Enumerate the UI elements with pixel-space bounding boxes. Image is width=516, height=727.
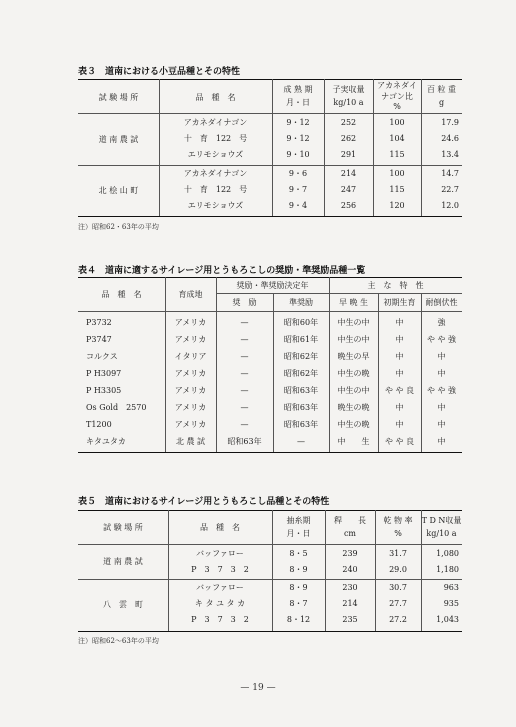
table4-bottom-rule	[78, 452, 462, 453]
table3-group-rule	[78, 165, 462, 166]
table3-ratio: 115	[389, 150, 405, 159]
table3-weight: 14.7	[441, 169, 459, 178]
table4-lodging: 強	[437, 318, 446, 327]
table4-recommended: 昭和63年	[227, 437, 262, 446]
table5-height: 214	[342, 599, 358, 608]
table3-variety: 十 育 122 号	[183, 185, 248, 194]
table4-variety: キタユタカ	[86, 437, 126, 446]
table4-early-growth: 中	[395, 318, 404, 327]
table3-header-yield-unit: kg/10 a	[333, 98, 364, 107]
table3-header-site: 試 験 場 所	[98, 93, 139, 102]
table3-site: 道 南 農 試	[98, 135, 139, 144]
table4-header-semi: 準奨励	[289, 298, 313, 307]
table5-tdn: 1,043	[436, 615, 459, 624]
table4-maturity: 中生の中	[337, 318, 370, 327]
table3-header-ratio-unit: %	[393, 102, 401, 111]
table3-ratio: 104	[389, 134, 405, 143]
page-number: — 19 —	[240, 683, 276, 693]
table5-header-variety: 品 種 名	[200, 523, 240, 532]
table3-header-weight-unit: g	[438, 98, 445, 107]
table5-tdn: 1,180	[436, 565, 459, 574]
table4-origin: アメリカ	[174, 420, 207, 429]
table3-header-maturity: 成 熟 期	[283, 85, 313, 94]
table4-semi: 昭和62年	[283, 352, 319, 361]
table5-height: 230	[342, 583, 358, 592]
table5-height: 240	[342, 565, 358, 574]
table4-semi: 昭和60年	[283, 318, 319, 327]
table4-semi: 昭和61年	[283, 335, 319, 344]
table3-header-maturity-unit: 月・日	[286, 98, 310, 107]
table3-variety: エリモショウズ	[187, 201, 244, 210]
table3-top-rule	[78, 79, 462, 80]
table5-bottom-rule	[78, 631, 462, 632]
table3-bottom-rule	[78, 216, 462, 217]
table3-weight: 17.9	[441, 118, 459, 127]
table3-caption: 表３ 道南における小豆品種とその特性	[78, 67, 241, 77]
table3-variety: エリモショウズ	[187, 150, 244, 159]
table5-top-rule	[78, 510, 462, 511]
table5-variety: P 3 7 3 2	[191, 565, 249, 574]
table4-recommended: —	[240, 352, 249, 361]
table4-variety: T1200	[86, 420, 112, 429]
table3-header-weight: 百 粒 重	[426, 85, 457, 94]
table4-header-origin: 育成地	[178, 290, 203, 299]
table5-silking: 8・5	[289, 549, 308, 558]
table3-weight: 22.7	[441, 185, 459, 194]
table4-lodging: 中	[437, 420, 446, 429]
table3-yield: 247	[340, 185, 357, 194]
table4-semi: 昭和63年	[283, 386, 319, 395]
table3-weight: 13.4	[441, 150, 459, 159]
table3-maturity: 9・10	[286, 150, 310, 159]
table5-variety: P 3 7 3 2	[191, 615, 249, 624]
table3-note: 注）昭和62・63年の平均	[78, 223, 159, 231]
table5-caption: 表５ 道南におけるサイレージ用とうもろこし品種とその特性	[78, 497, 330, 507]
table4-early-growth: 中	[395, 403, 404, 412]
table3-variety: 十 育 122 号	[183, 134, 248, 143]
table3-header-yield: 子実収量	[332, 85, 365, 94]
table4-recommended: —	[240, 386, 249, 395]
table5-header-dry-matter-unit: %	[394, 529, 402, 538]
table3-ratio: 120	[389, 201, 405, 210]
table3-yield: 214	[340, 169, 357, 178]
table5-header-site: 試 験 場 所	[103, 523, 143, 532]
table4-origin: イタリア	[174, 352, 207, 361]
table5-silking: 8・7	[289, 599, 308, 608]
table3-ratio: 100	[389, 118, 405, 127]
table5-tdn: 963	[443, 583, 459, 592]
table4-variety: P3747	[86, 335, 112, 344]
table4-lodging: 中	[437, 437, 446, 446]
table4-header-decision-group: 奨励・準奨励決定年	[236, 281, 309, 290]
table4-semi: 昭和62年	[283, 369, 319, 378]
table4-semi: —	[297, 437, 305, 446]
table3-maturity: 9・12	[286, 134, 310, 143]
table4-lodging: 中	[437, 369, 446, 378]
table4-header-recommended: 奨 励	[232, 298, 257, 307]
table5-variety: キ タ ユ タ カ	[194, 599, 246, 608]
table4-lodging: や や 強	[426, 386, 457, 395]
table5-header-tdn: T D N収量	[421, 516, 462, 525]
table5-note: 注）昭和62～63年の平均	[78, 637, 159, 645]
table3-weight: 24.6	[441, 134, 459, 143]
table5-header-silking-unit: 月・日	[286, 529, 311, 538]
table4-origin: 北 農 試	[175, 437, 206, 446]
table5-silking: 8・9	[289, 565, 308, 574]
table4-header-lodging: 耐倒伏性	[425, 298, 458, 307]
table4-maturity: 中 生	[337, 437, 370, 446]
table5-header-dry-matter: 乾 物 率	[383, 516, 413, 525]
table4-header-early-growth: 初期生育	[383, 298, 416, 307]
table4-variety: P H3305	[86, 386, 122, 395]
table4-semi: 昭和63年	[283, 403, 319, 412]
table4-lodging: 中	[437, 403, 446, 412]
table5-dry-matter: 29.0	[389, 565, 407, 574]
table3-yield: 256	[340, 201, 357, 210]
table3-ratio: 115	[389, 185, 405, 194]
table4-early-growth: 中	[395, 352, 404, 361]
table5-dry-matter: 31.7	[389, 549, 407, 558]
table4-recommended: —	[240, 403, 249, 412]
table5-variety: バッファロー	[196, 549, 244, 558]
table5-height: 235	[342, 615, 358, 624]
table5-dry-matter: 27.7	[389, 599, 407, 608]
table5-header-height-unit: cm	[343, 529, 357, 538]
table3-variety: アカネダイナゴン	[183, 118, 248, 127]
table4-variety: Os Gold 2570	[86, 403, 147, 412]
table5-silking: 8・12	[286, 615, 311, 624]
table4-header-variety: 品 種 名	[101, 290, 142, 299]
table3-maturity: 9・6	[288, 169, 308, 178]
table4-lodging: や や 強	[426, 335, 457, 344]
table3-header-rule	[78, 113, 462, 114]
table5-header-height: 稈 長	[334, 516, 366, 525]
table4-maturity: 晩生の晩	[337, 403, 370, 412]
table4-early-growth: や や 良	[384, 437, 415, 446]
table5-site: 道 南 農 試	[103, 557, 143, 566]
table4-lodging: 中	[437, 352, 446, 361]
table4-semi: 昭和63年	[283, 420, 319, 429]
table5-header-rule	[78, 544, 462, 545]
table5-dry-matter: 27.2	[389, 615, 407, 624]
table4-variety: P H3097	[86, 369, 122, 378]
table4-recommended: —	[240, 335, 249, 344]
table4-subheader-rule	[329, 293, 462, 294]
table4-maturity: 中生の中	[337, 335, 370, 344]
table5-header-silking: 抽糸期	[286, 516, 311, 525]
table4-origin: アメリカ	[174, 335, 207, 344]
table4-maturity: 晩生の早	[337, 352, 370, 361]
table4-header-rule	[78, 311, 462, 312]
table4-early-growth: 中	[395, 420, 404, 429]
table5-dry-matter: 30.7	[389, 583, 407, 592]
table3-yield: 262	[340, 134, 357, 143]
table5-group-rule	[78, 579, 462, 580]
table5-site: 八 雲 町	[103, 600, 143, 609]
table3-maturity: 9・4	[288, 201, 308, 210]
table5-tdn: 1,080	[436, 549, 459, 558]
table4-maturity: 中生の晩	[337, 420, 370, 429]
table5-height: 239	[342, 549, 358, 558]
table4-early-growth: 中	[395, 335, 404, 344]
table3-header-ratio: アカネダイ	[377, 81, 417, 90]
table3-yield: 291	[340, 150, 357, 159]
table3-ratio: 100	[389, 169, 405, 178]
table4-origin: アメリカ	[174, 369, 207, 378]
table4-recommended: —	[240, 369, 249, 378]
table5-header-tdn-unit: kg/10 a	[426, 529, 457, 538]
table4-origin: アメリカ	[174, 386, 207, 395]
table4-early-growth: や や 良	[384, 386, 415, 395]
table3-header-ratio: ナゴン比	[381, 92, 413, 101]
table5-silking: 8・9	[289, 583, 308, 592]
table5-tdn: 935	[443, 599, 459, 608]
table4-origin: アメリカ	[174, 318, 207, 327]
table5-variety: バッファロー	[196, 583, 244, 592]
table4-header-maturity: 早 晩 生	[338, 298, 369, 307]
table3-header-variety: 品 種 名	[195, 93, 236, 102]
table3-maturity: 9・12	[286, 118, 310, 127]
table4-top-rule	[78, 277, 462, 278]
table4-caption: 表４ 道南に適するサイレージ用とうもろこしの奨励・準奨励品種一覧	[78, 266, 366, 276]
table4-maturity: 中生の晩	[337, 369, 370, 378]
table3-maturity: 9・7	[288, 185, 308, 194]
table4-recommended: —	[240, 420, 249, 429]
table4-origin: アメリカ	[174, 403, 207, 412]
table4-early-growth: 中	[395, 369, 404, 378]
table4-variety: コルクス	[86, 352, 118, 361]
table4-recommended: —	[240, 318, 249, 327]
table4-variety: P3732	[86, 318, 112, 327]
table4-maturity: 中生の中	[337, 386, 370, 395]
table3-weight: 12.0	[441, 201, 459, 210]
table3-variety: アカネダイナゴン	[183, 169, 248, 178]
table3-yield: 252	[340, 118, 357, 127]
table3-site: 北 桧 山 町	[98, 186, 139, 195]
table4-header-traits-group: 主 な 特 性	[367, 281, 424, 290]
